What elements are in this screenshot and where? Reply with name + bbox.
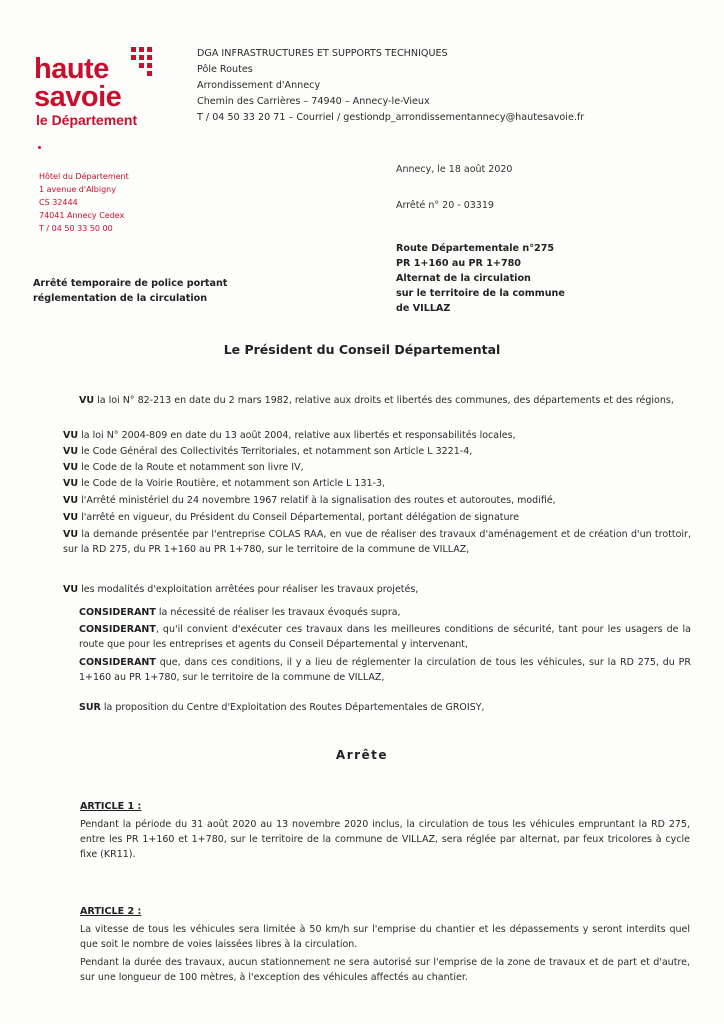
consideration-keyword: CONSIDERANT: [79, 657, 156, 668]
consideration-item: [79, 655, 691, 685]
consideration-text: les modalités d'exploitation arrêtées pour réaliser les travaux projetés,: [78, 584, 419, 595]
consideration-item: [79, 622, 691, 652]
route-line: de VILLAZ: [396, 303, 451, 314]
date-place: Annecy, le 18 août 2020: [396, 164, 513, 175]
address-line: 1 avenue d'Albigny: [39, 185, 116, 194]
arrete-number: Arrêté n° 20 - 03319: [396, 200, 494, 211]
bullet-icon: [38, 146, 41, 149]
consideration-text: la loi N° 2004-809 en date du 13 août 2004, relative aux libertés et responsabilités locales,: [78, 430, 516, 441]
route-line: Route Départementale n°275: [396, 243, 555, 254]
article-paragraph: Pendant la durée des travaux, aucun stationnement ne sera autorisé sur l'emprise de la zone de travaux et de part et d'autre, sur une longueur de 100 mètres, à l'exception des véhicules affectés au chantier.: [80, 957, 690, 983]
president-title: Le Président du Conseil Départemental: [223, 342, 501, 357]
article-heading: ARTICLE 1 :: [80, 801, 142, 812]
arrete-subject: [33, 276, 227, 306]
route-line: Alternat de la circulation: [396, 273, 531, 284]
consideration-text: la nécessité de réaliser les travaux évoqués supra,: [155, 607, 401, 618]
consideration-keyword: VU: [63, 430, 79, 441]
consideration-text: le Code Général des Collectivités Territoriales, et notamment son Article L 3221-4,: [78, 446, 473, 457]
consideration-item: [79, 393, 691, 408]
subject-line: réglementation de la circulation: [33, 293, 208, 304]
hotel-address: [39, 170, 129, 235]
service-header: [197, 46, 584, 126]
consideration-keyword: VU: [63, 495, 79, 506]
consideration-text: que, dans ces conditions, il y a lieu de réglementer la circulation de tous les véhicules, sur la RD 275, du PR 1+160 au PR 1+780, sur le territoire de la commune de VILLAZ,: [79, 657, 691, 683]
header-line: Pôle Routes: [197, 64, 253, 75]
consideration-keyword: VU: [63, 529, 79, 540]
address-line: Hôtel du Département: [39, 172, 129, 181]
logo-savoie: savoie: [34, 81, 122, 113]
header-line: DGA INFRASTRUCTURES ET SUPPORTS TECHNIQUES: [197, 48, 448, 59]
article-paragraph: La vitesse de tous les véhicules sera limitée à 50 km/h sur l'emprise du chantier et les dépassements y seront interdits quel que soit le nombre de voies laissées libres à la circulation.: [80, 924, 690, 950]
consideration-keyword: VU: [63, 446, 79, 457]
logo-departement: le Département: [36, 112, 138, 128]
consideration-item: [63, 527, 691, 557]
consideration-keyword: VU: [79, 395, 95, 406]
consideration-keyword: VU: [63, 512, 79, 523]
consideration-keyword: VU: [63, 462, 79, 473]
consideration-item: [63, 510, 691, 525]
consideration-item: [79, 700, 691, 715]
consideration-keyword: CONSIDERANT: [79, 624, 156, 635]
header-line: T / 04 50 33 20 71 – Courriel / gestiondp_arrondissementannecy@hautesavoie.fr: [197, 112, 585, 123]
address-line: T / 04 50 33 50 00: [39, 224, 113, 233]
consideration-text: la loi N° 82-213 en date du 2 mars 1982, relative aux droits et libertés des communes, des départements et des régions,: [94, 395, 674, 406]
consideration-text: la demande présentée par l'entreprise COLAS RAA, en vue de réaliser des travaux d'aménagement et de création d'un trottoir, sur la RD 275, du PR 1+160 au PR 1+780, sur le territoire de la commune de VILLAZ,: [63, 529, 691, 555]
consideration-text: l'Arrêté ministériel du 24 novembre 1967 relatif à la signalisation des routes et autoroutes, modifié,: [78, 495, 556, 506]
consideration-keyword: CONSIDERANT: [79, 607, 156, 618]
consideration-item: [63, 476, 691, 491]
route-info: [396, 241, 565, 316]
consideration-item: [63, 493, 691, 508]
address-line: 74041 Annecy Cedex: [39, 211, 125, 220]
consideration-item: [79, 605, 691, 620]
article-paragraph: Pendant la période du 31 août 2020 au 13 novembre 2020 inclus, la circulation de tous les véhicules empruntant la RD 275, entre les PR 1+160 et 1+780, sur le territoire de la commune de VILLAZ, sera réglée par alternat, par feux tricolores à cycle fixe (KR11).: [80, 819, 690, 860]
consideration-text: , qu'il convient d'exécuter ces travaux dans les meilleures conditions de sécurité, tant pour les usagers de la route que pour les entreprises et agents du Conseil Départemental y intervenant,: [79, 624, 691, 650]
subject-line: Arrêté temporaire de police portant: [33, 278, 228, 289]
consideration-text: le Code de la Route et notamment son livre IV,: [78, 462, 304, 473]
consideration-text: l'arrêté en vigueur, du Président du Conseil Départemental, portant délégation de signature: [78, 512, 520, 523]
arrete-title: Arrête: [335, 748, 389, 762]
consideration-item: [63, 460, 691, 475]
consideration-text: la proposition du Centre d'Exploitation des Routes Départementales de GROISY,: [100, 702, 485, 713]
consideration-item: [63, 428, 691, 443]
consideration-keyword: VU: [63, 478, 79, 489]
route-line: sur le territoire de la commune: [396, 288, 565, 299]
route-line: PR 1+160 au PR 1+780: [396, 258, 521, 269]
consideration-item: [63, 582, 691, 597]
consideration-keyword: VU: [63, 584, 79, 595]
consideration-keyword: SUR: [79, 702, 101, 713]
article-heading: ARTICLE 2 :: [80, 906, 142, 917]
header-line: Chemin des Carrières – 74940 – Annecy-le-Vieux: [197, 96, 430, 107]
address-line: CS 32444: [39, 198, 78, 207]
logo-haute: haute: [34, 53, 109, 85]
consideration-item: [63, 444, 691, 459]
consideration-text: le Code de la Voirie Routière, et notamment son Article L 131-3,: [78, 478, 386, 489]
header-line: Arrondissement d'Annecy: [197, 80, 321, 91]
